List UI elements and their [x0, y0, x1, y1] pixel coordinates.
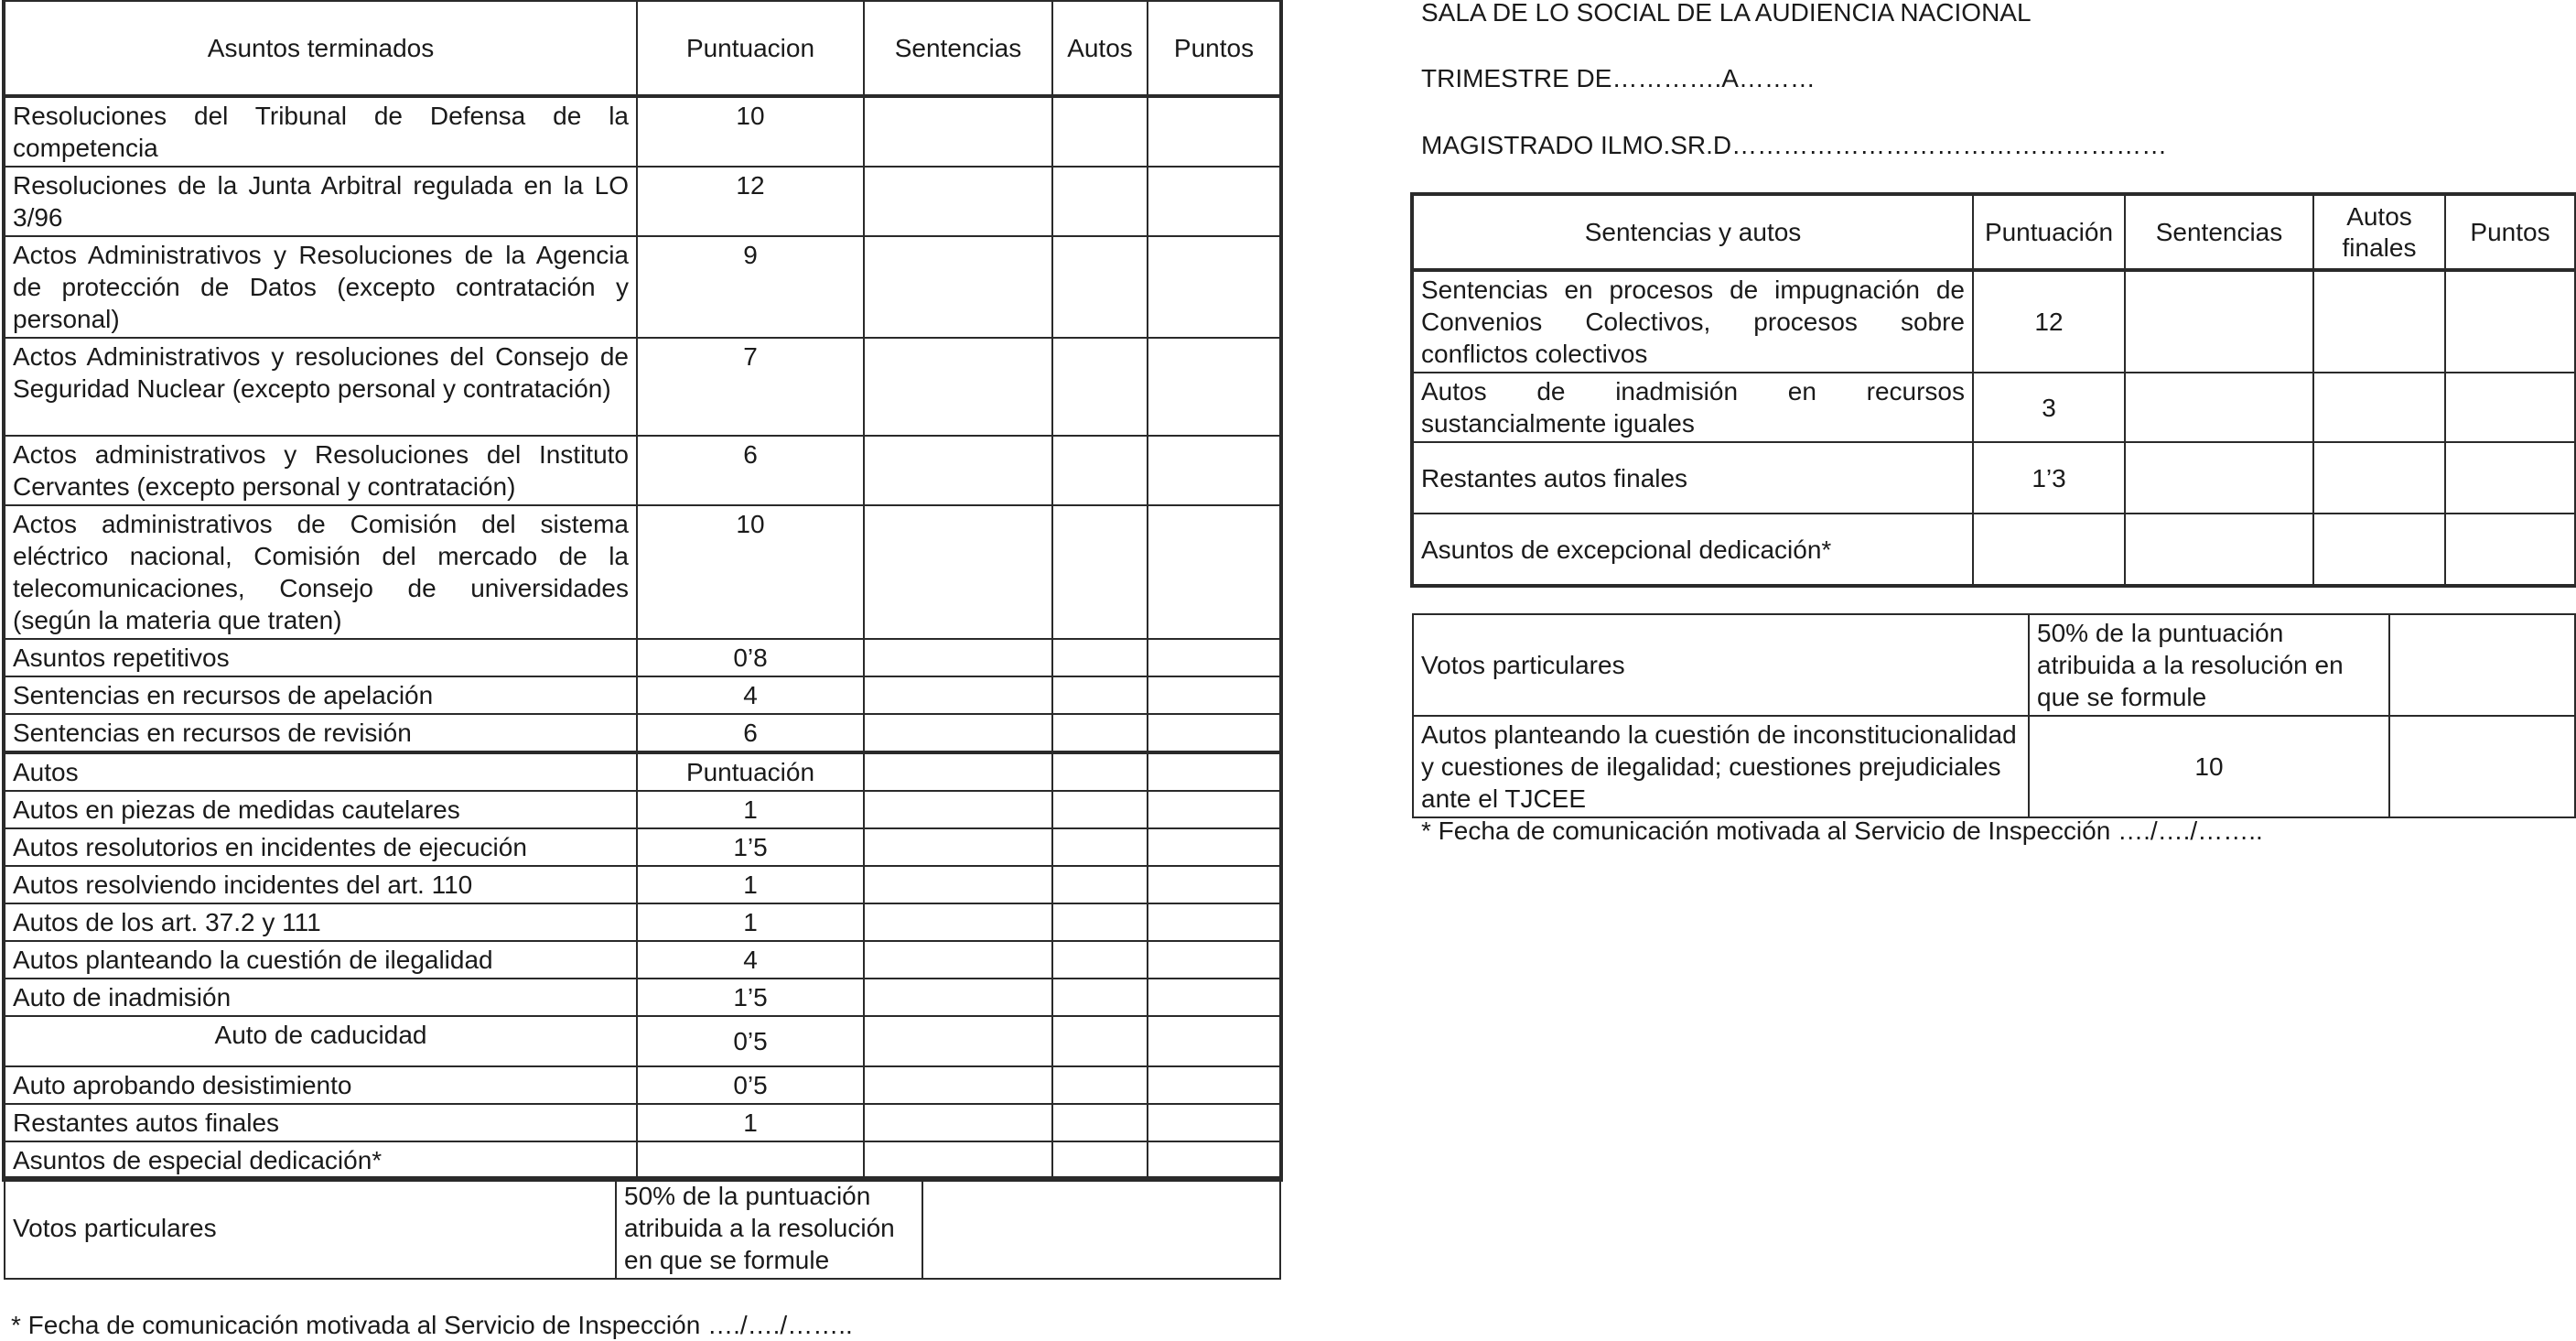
left-table-header	[5, 1, 1280, 96]
table-row	[1413, 716, 2575, 817]
row-score: 12	[637, 167, 864, 236]
header-puntuacion: Puntuacion	[637, 1, 864, 96]
header-autos: Autos	[1052, 1, 1148, 96]
row-label: Autos resolutorios en incidentes de ejecución	[5, 828, 637, 866]
right-votos-table	[1412, 613, 2576, 818]
puntos-cell[interactable]	[1148, 505, 1280, 639]
puntos-cell[interactable]	[1148, 236, 1280, 338]
puntos-cell[interactable]	[1148, 436, 1280, 505]
puntos-cell[interactable]	[1148, 1104, 1280, 1141]
puntos-cell[interactable]	[1148, 1016, 1280, 1066]
row-score: 0’5	[637, 1016, 864, 1066]
table-row	[5, 941, 1280, 979]
table-row	[5, 436, 1280, 505]
autos-finales-cell[interactable]	[2313, 373, 2445, 442]
table-row	[5, 338, 1280, 436]
sentencias-cell[interactable]	[864, 752, 1052, 791]
row-score: 6	[637, 436, 864, 505]
table-row	[5, 714, 1280, 752]
left-votos-table	[4, 1176, 1281, 1280]
autos-cuestion-score: 10	[2029, 716, 2389, 817]
sentencias-cell[interactable]	[864, 338, 1052, 436]
row-score: 12	[1973, 270, 2125, 373]
puntos-cell[interactable]	[1148, 866, 1280, 903]
autos-cell[interactable]	[1052, 96, 1148, 167]
autos-cell[interactable]	[1052, 676, 1148, 714]
row-label: Asuntos de excepcional dedicación*	[1413, 514, 1973, 585]
sentencias-cell[interactable]	[864, 676, 1052, 714]
right-table-header	[1413, 195, 2575, 270]
sentencias-cell[interactable]	[864, 639, 1052, 676]
row-label: Actos administrativos de Comisión del sistema eléctrico nacional, Comisión del mercado de la telecomunicaciones, Consejo de universidades (según la materia que traten)	[5, 505, 637, 639]
puntos-cell[interactable]	[1148, 941, 1280, 979]
table-row	[5, 236, 1280, 338]
table-row	[5, 1066, 1280, 1104]
row-label: Actos Administrativos y resoluciones del Consejo de Seguridad Nuclear (excepto personal y contratación)	[5, 338, 637, 436]
row-score: 0’5	[637, 1066, 864, 1104]
row-score	[637, 1141, 864, 1179]
row-score: 10	[637, 505, 864, 639]
autos-finales-cell[interactable]	[2313, 442, 2445, 514]
sentencias-cell[interactable]	[864, 714, 1052, 752]
puntos-cell[interactable]	[1148, 903, 1280, 941]
sentencias-cell[interactable]	[864, 979, 1052, 1016]
votos-desc: 50% de la puntuación atribuida a la resolución en que se formule	[616, 1177, 922, 1279]
row-score: 1’5	[637, 828, 864, 866]
sentencias-cell[interactable]	[864, 1066, 1052, 1104]
row-label: Sentencias en recursos de revisión	[5, 714, 637, 752]
row-score: 7	[637, 338, 864, 436]
row-score: 3	[1973, 373, 2125, 442]
sentencias-cell[interactable]	[864, 236, 1052, 338]
right-footnote: * Fecha de comunicación motivada al Servicio de Inspección …./…./……..	[1421, 816, 2263, 845]
table-row	[5, 505, 1280, 639]
table-row	[5, 903, 1280, 941]
autos-subheader-label: Autos	[5, 752, 637, 791]
votos-value-cell[interactable]	[2389, 614, 2575, 716]
header-puntos: Puntos	[1148, 1, 1280, 96]
row-score: 6	[637, 714, 864, 752]
row-score: 1	[637, 903, 864, 941]
row-label: Asuntos de especial dedicación*	[5, 1141, 637, 1179]
row-label: Auto aprobando desistimiento	[5, 1066, 637, 1104]
sentencias-cell[interactable]	[864, 1104, 1052, 1141]
row-label: Autos de los art. 37.2 y 111	[5, 903, 637, 941]
votos-label: Votos particulares	[1413, 614, 2029, 716]
row-score: 10	[637, 96, 864, 167]
puntos-cell[interactable]	[1148, 96, 1280, 167]
puntos-cell[interactable]	[1148, 752, 1280, 791]
sentencias-cell[interactable]	[864, 96, 1052, 167]
votos-value-cell[interactable]	[922, 1177, 1280, 1279]
autos-cuestion-value-cell[interactable]	[2389, 716, 2575, 817]
row-score	[1973, 514, 2125, 585]
votos-label: Votos particulares	[5, 1177, 616, 1279]
sentencias-cell[interactable]	[864, 1141, 1052, 1179]
autos-cell[interactable]	[1052, 791, 1148, 828]
autos-cell[interactable]	[1052, 1016, 1148, 1066]
row-score: 1’3	[1973, 442, 2125, 514]
sentencias-cell[interactable]	[864, 791, 1052, 828]
sentencias-cell[interactable]	[864, 903, 1052, 941]
autos-cell[interactable]	[1052, 828, 1148, 866]
header-asuntos-terminados: Asuntos terminados	[5, 1, 637, 96]
row-label: Autos de inadmisión en recursos sustancialmente iguales	[1413, 373, 1973, 442]
row-label: Actos Administrativos y Resoluciones de la Agencia de protección de Datos (excepto contratación y personal)	[5, 236, 637, 338]
row-label: Resoluciones del Tribunal de Defensa de la competencia	[5, 96, 637, 167]
row-label: Resoluciones de la Junta Arbitral regulada en la LO 3/96	[5, 167, 637, 236]
autos-cell[interactable]	[1052, 752, 1148, 791]
autos-cell[interactable]	[1052, 167, 1148, 236]
table-row	[5, 979, 1280, 1016]
row-score: 9	[637, 236, 864, 338]
magistrado-line: MAGISTRADO ILMO.SR.D……………………………………………	[1421, 131, 2168, 159]
sentencias-cell[interactable]	[864, 941, 1052, 979]
puntos-cell[interactable]	[1148, 791, 1280, 828]
puntos-cell[interactable]	[1148, 1066, 1280, 1104]
sentencias-cell[interactable]	[2125, 442, 2313, 514]
header-sentencias: Sentencias	[2125, 195, 2313, 270]
puntos-cell[interactable]	[1148, 828, 1280, 866]
autos-cell[interactable]	[1052, 1066, 1148, 1104]
row-score: 0’8	[637, 639, 864, 676]
table-row	[1413, 442, 2575, 514]
header-puntuacion: Puntuación	[1973, 195, 2125, 270]
puntos-cell[interactable]	[2445, 270, 2575, 373]
puntos-cell[interactable]	[1148, 1141, 1280, 1179]
left-footnote: * Fecha de comunicación motivada al Servicio de Inspección …./…./……..	[11, 1311, 853, 1339]
autos-cell[interactable]	[1052, 714, 1148, 752]
sentencias-cell[interactable]	[2125, 270, 2313, 373]
autos-cell[interactable]	[1052, 866, 1148, 903]
left-scoring-table	[4, 0, 1281, 1180]
row-label: Sentencias en recursos de apelación	[5, 676, 637, 714]
table-row	[5, 676, 1280, 714]
autos-cuestion-label: Autos planteando la cuestión de inconstitucionalidad y cuestiones de ilegalidad; cuestiones prejudiciales ante el TJCEE	[1413, 716, 2029, 817]
table-row	[5, 1104, 1280, 1141]
table-row	[5, 866, 1280, 903]
row-label: Auto de caducidad	[5, 1016, 637, 1066]
header-autos-finales: Autos finales	[2313, 195, 2445, 270]
header-puntos: Puntos	[2445, 195, 2575, 270]
row-score: 4	[637, 676, 864, 714]
autos-subheader-row	[5, 752, 1280, 791]
puntos-cell[interactable]	[2445, 442, 2575, 514]
row-score: 1	[637, 1104, 864, 1141]
autos-cell[interactable]	[1052, 979, 1148, 1016]
sala-title: SALA DE LO SOCIAL DE LA AUDIENCIA NACIONAL	[1421, 0, 2032, 27]
autos-cell[interactable]	[1052, 505, 1148, 639]
sentencias-cell[interactable]	[864, 1016, 1052, 1066]
sentencias-cell[interactable]	[2125, 514, 2313, 585]
puntos-cell[interactable]	[2445, 373, 2575, 442]
table-row	[5, 1141, 1280, 1179]
puntos-cell[interactable]	[1148, 338, 1280, 436]
sentencias-cell[interactable]	[864, 436, 1052, 505]
puntos-cell[interactable]	[2445, 514, 2575, 585]
autos-cell[interactable]	[1052, 903, 1148, 941]
row-label: Actos administrativos y Resoluciones del Instituto Cervantes (excepto personal y contratación)	[5, 436, 637, 505]
sentencias-cell[interactable]	[864, 866, 1052, 903]
table-row	[1413, 373, 2575, 442]
row-score: 1	[637, 866, 864, 903]
sentencias-cell[interactable]	[864, 167, 1052, 236]
row-label: Asuntos repetitivos	[5, 639, 637, 676]
right-scoring-table	[1412, 194, 2576, 586]
header-sentencias-y-autos: Sentencias y autos	[1413, 195, 1973, 270]
row-label: Restantes autos finales	[5, 1104, 637, 1141]
autos-finales-cell[interactable]	[2313, 270, 2445, 373]
row-label: Restantes autos finales	[1413, 442, 1973, 514]
puntos-cell[interactable]	[1148, 714, 1280, 752]
sentencias-cell[interactable]	[864, 505, 1052, 639]
autos-cell[interactable]	[1052, 236, 1148, 338]
sentencias-cell[interactable]	[2125, 373, 2313, 442]
puntos-cell[interactable]	[1148, 676, 1280, 714]
row-score: 1	[637, 791, 864, 828]
table-row	[5, 167, 1280, 236]
row-score: 4	[637, 941, 864, 979]
table-row	[5, 1177, 1280, 1279]
table-row	[1413, 514, 2575, 585]
table-row	[1413, 270, 2575, 373]
row-label: Autos en piezas de medidas cautelares	[5, 791, 637, 828]
row-label: Autos resolviendo incidentes del art. 110	[5, 866, 637, 903]
sentencias-cell[interactable]	[864, 828, 1052, 866]
table-row	[5, 1016, 1280, 1066]
table-row	[5, 96, 1280, 167]
autos-cell[interactable]	[1052, 436, 1148, 505]
trimestre-line: TRIMESTRE DE………….A………	[1421, 64, 1816, 92]
autos-cell[interactable]	[1052, 1104, 1148, 1141]
row-score: 1’5	[637, 979, 864, 1016]
puntos-cell[interactable]	[1148, 167, 1280, 236]
autos-subheader-score: Puntuación	[637, 752, 864, 791]
row-label: Auto de inadmisión	[5, 979, 637, 1016]
autos-cell[interactable]	[1052, 639, 1148, 676]
row-label: Autos planteando la cuestión de ilegalidad	[5, 941, 637, 979]
puntos-cell[interactable]	[1148, 979, 1280, 1016]
autos-finales-cell[interactable]	[2313, 514, 2445, 585]
autos-cell[interactable]	[1052, 338, 1148, 436]
autos-cell[interactable]	[1052, 1141, 1148, 1179]
table-row	[5, 828, 1280, 866]
table-row	[5, 639, 1280, 676]
puntos-cell[interactable]	[1148, 639, 1280, 676]
row-label: Sentencias en procesos de impugnación de Convenios Colectivos, procesos sobre conflictos colectivos	[1413, 270, 1973, 373]
autos-cell[interactable]	[1052, 941, 1148, 979]
table-row	[5, 791, 1280, 828]
table-row	[1413, 614, 2575, 716]
header-sentencias: Sentencias	[864, 1, 1052, 96]
votos-desc: 50% de la puntuación atribuida a la resolución en que se formule	[2029, 614, 2389, 716]
